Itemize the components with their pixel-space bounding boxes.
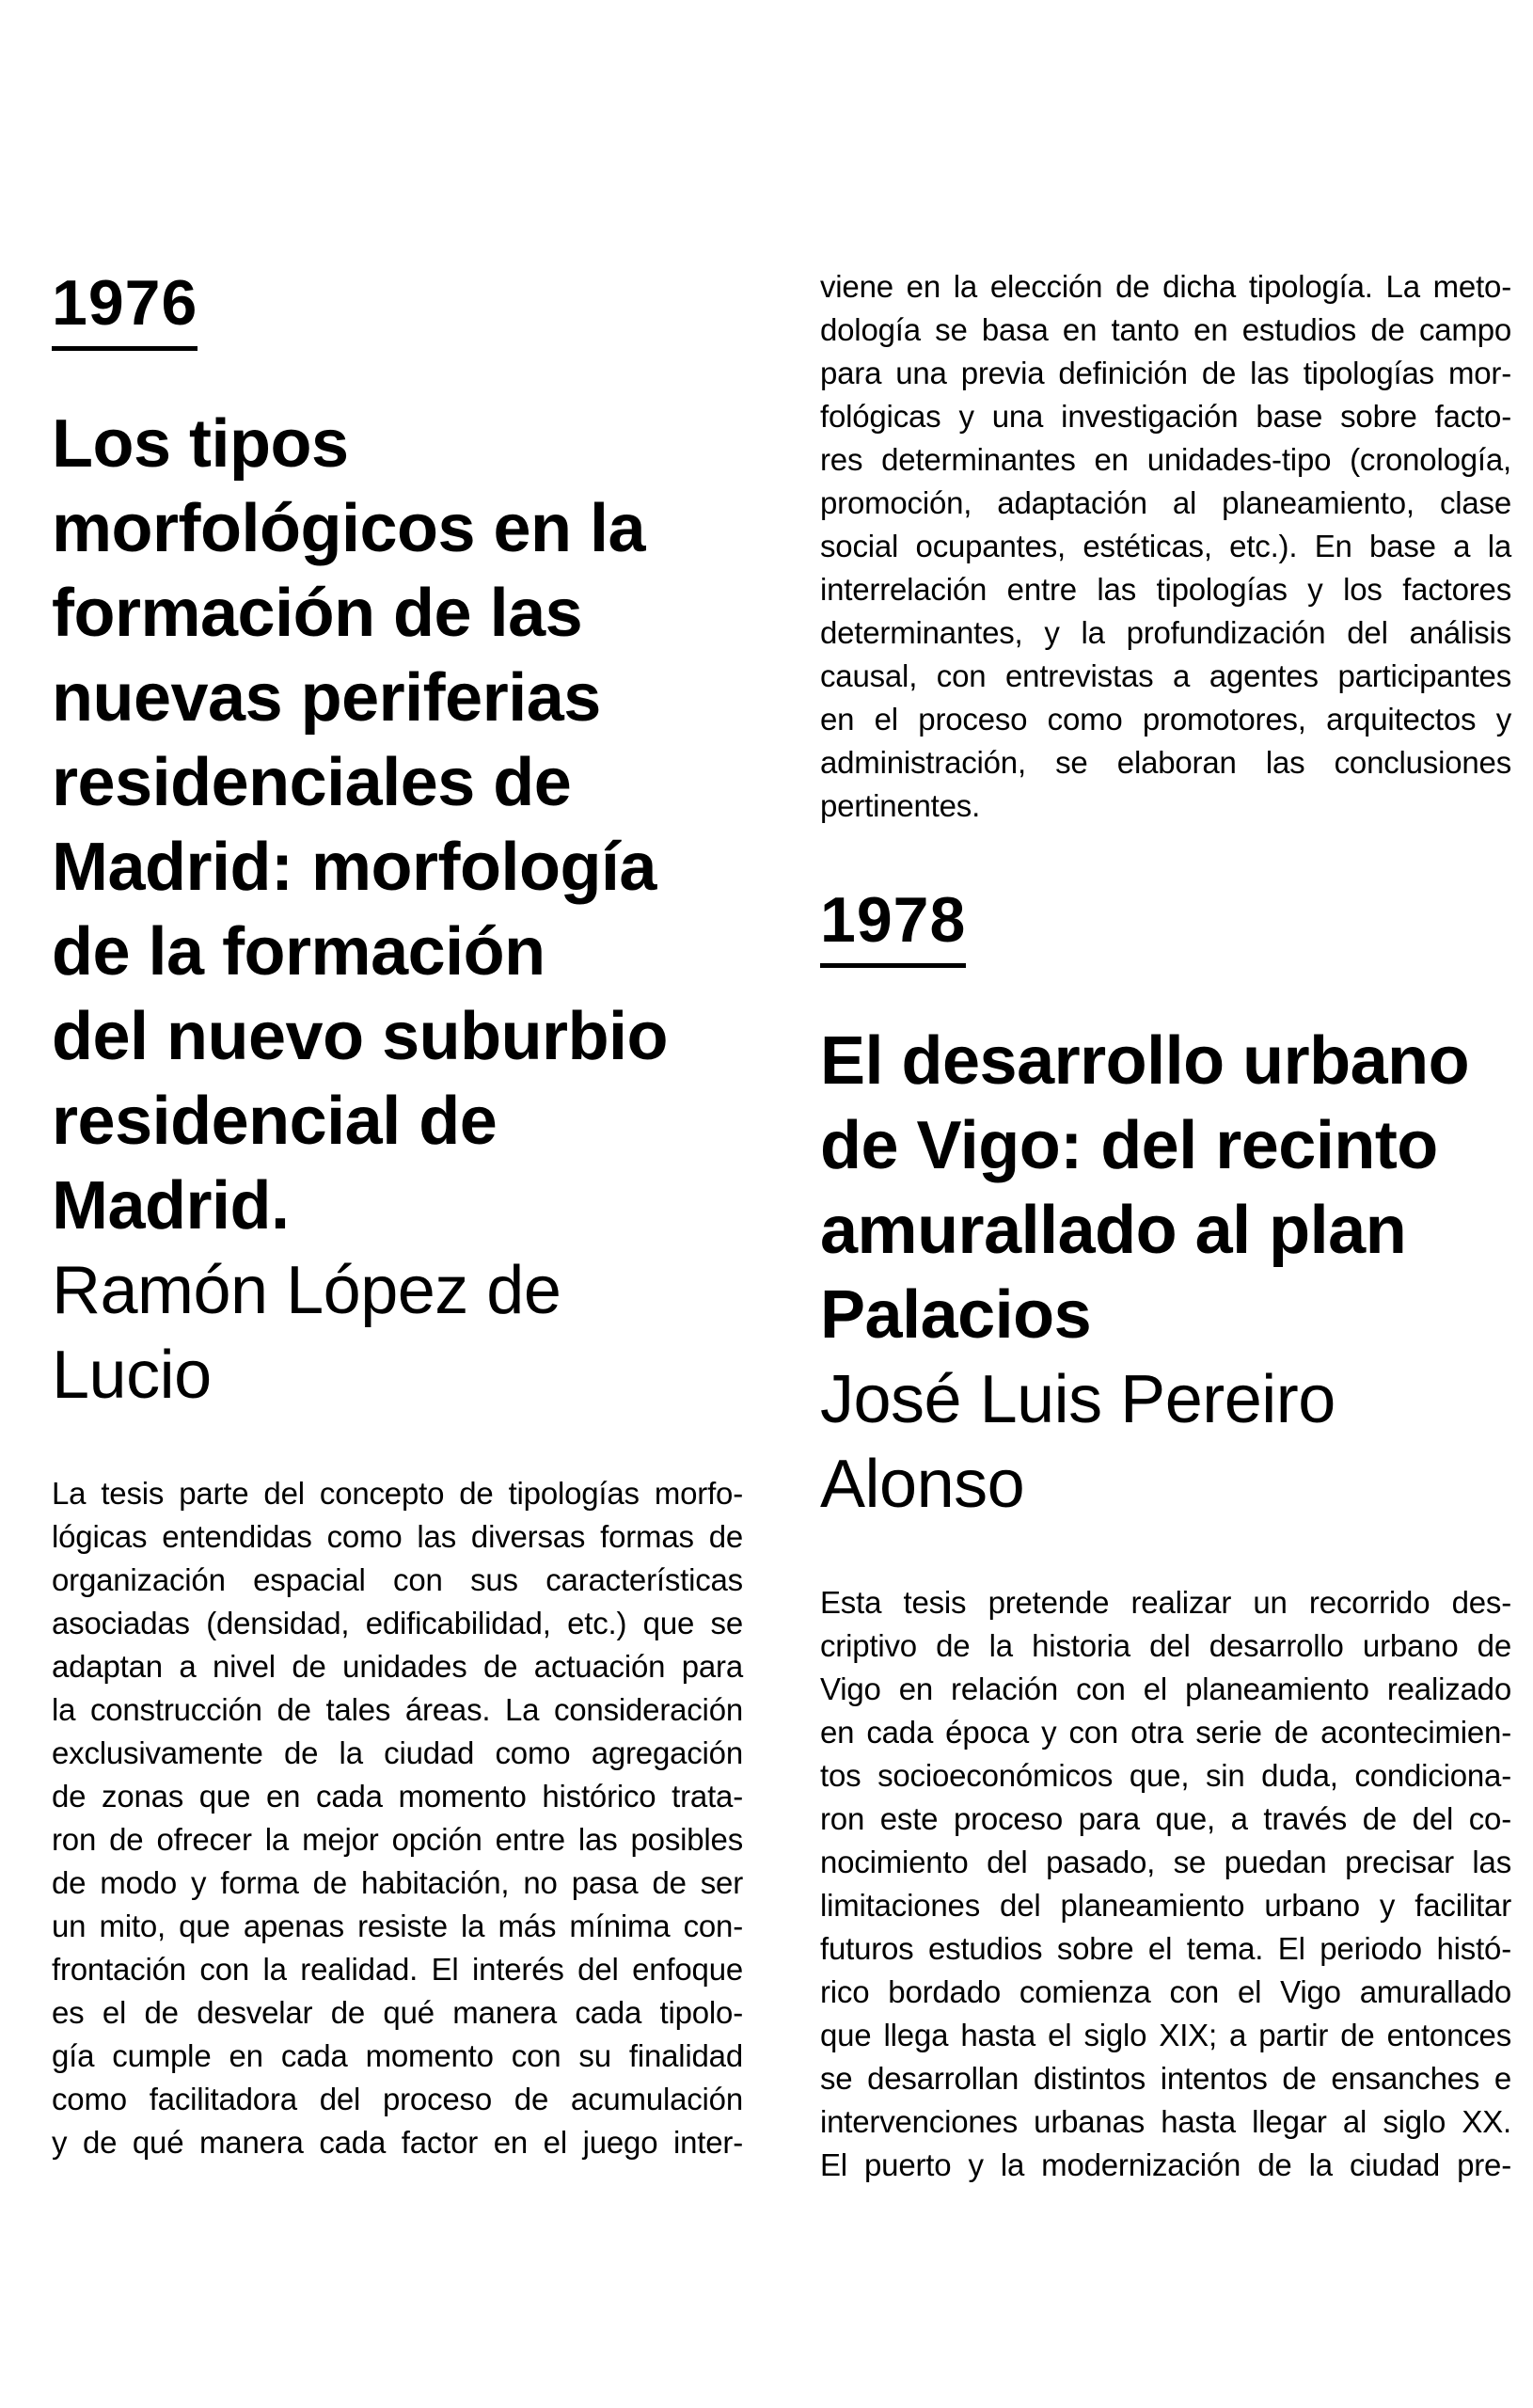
text-line: promoción, adaptación al planeamiento, clase (820, 485, 1511, 520)
thesis-author-1976 (52, 1248, 743, 1418)
year-heading-1976-wrap (52, 254, 743, 351)
text-line: formación de las (52, 576, 583, 651)
text-line: y de qué manera cada factor en el juego inter- (52, 2125, 743, 2160)
abstract-1976-part1 (52, 1472, 743, 2164)
text-line: interrelación entre las tipologías y los factores (820, 572, 1511, 607)
text-line: Madrid. (52, 1168, 290, 1244)
text-line: residenciales de (52, 745, 572, 820)
abstract-1978 (820, 1581, 1511, 2187)
text-line: Los tipos (52, 406, 349, 482)
text-line: criptivo de la historia del desarrollo urbano de (820, 1628, 1511, 1663)
text-line: la construcción de tales áreas. La consideración (52, 1692, 743, 1727)
text-line: nuevas periferias (52, 660, 601, 736)
text-line: exclusivamente de la ciudad como agregación (52, 1735, 743, 1770)
text-line: dología se basa en tanto en estudios de campo (820, 312, 1511, 347)
thesis-author-1978 (820, 1357, 1511, 1527)
text-line: res determinantes en unidades-tipo (cronología, (820, 442, 1511, 477)
text-line: morfológicos en la (52, 491, 646, 566)
text-line: El desarrollo urbano (820, 1023, 1470, 1099)
text-line: fológicas y una investigación base sobre facto- (820, 399, 1511, 434)
text-line: lógicas entendidas como las diversas formas de (52, 1519, 743, 1554)
text-line: limitaciones del planeamiento urbano y facilitar (820, 1888, 1511, 1923)
text-line: Vigo en relación con el planeamiento realizado (820, 1671, 1511, 1706)
text-line: gía cumple en cada momento con su finalidad (52, 2038, 743, 2073)
text-line: frontación con la realidad. El interés del enfoque (52, 1952, 743, 1987)
year-heading-1976: 1976 (52, 271, 198, 351)
text-line: asociadas (densidad, edificabilidad, etc.) que se (52, 1606, 743, 1640)
text-line: intervenciones urbanas hasta llegar al siglo XX. (820, 2104, 1511, 2139)
text-line: administración, se elaboran las conclusiones (820, 745, 1511, 780)
right-column (820, 254, 1511, 2187)
text-line: Alonso (820, 1447, 1025, 1522)
text-line: un mito, que apenas resiste la más mínima con- (52, 1909, 743, 1943)
text-line: Esta tesis pretende realizar un recorrido des- (820, 1585, 1511, 1620)
text-line: que llega hasta el siglo XIX; a partir de entonces (820, 2018, 1511, 2052)
abstract-1976-part2 (820, 265, 1511, 828)
year-heading-1978: 1978 (820, 888, 966, 968)
text-line: para una previa definición de las tipologías mor- (820, 356, 1511, 390)
text-line: se desarrollan distintos intentos de ensanches e (820, 2061, 1511, 2096)
text-line: del nuevo suburbio (52, 999, 669, 1074)
text-line: de Vigo: del recinto (820, 1108, 1438, 1183)
text-line: La tesis parte del concepto de tipologías morfo- (52, 1476, 743, 1511)
text-line: pertinentes. (820, 788, 981, 823)
text-line: Ramón López de (52, 1253, 561, 1328)
text-line: como facilitadora del proceso de acumulación (52, 2082, 743, 2116)
text-line: de zonas que en cada momento histórico trata- (52, 1779, 743, 1814)
text-line: adaptan a nivel de unidades de actuación para (52, 1649, 743, 1684)
thesis-title-1978 (820, 1019, 1511, 1357)
text-line: social ocupantes, estéticas, etc.). En base a la (820, 529, 1511, 563)
text-line: Lucio (52, 1338, 212, 1413)
text-line: de modo y forma de habitación, no pasa de ser (52, 1865, 743, 1900)
text-line: José Luis Pereiro (820, 1362, 1335, 1437)
text-line: nocimiento del pasado, se puedan precisar las (820, 1845, 1511, 1879)
text-line: organización espacial con sus características (52, 1562, 743, 1597)
text-line: en cada época y con otra serie de acontecimien- (820, 1715, 1511, 1750)
text-line: ron de ofrecer la mejor opción entre las posibles (52, 1822, 743, 1857)
text-line: rico bordado comienza con el Vigo amurallado (820, 1974, 1511, 2009)
text-line: tos socioeconómicos que, sin duda, condiciona- (820, 1758, 1511, 1793)
text-line: amurallado al plan (820, 1193, 1407, 1268)
text-line: residencial de (52, 1084, 498, 1159)
text-line: es el de desvelar de qué manera cada tipolo- (52, 1995, 743, 2030)
text-line: El puerto y la modernización de la ciudad pre- (820, 2147, 1511, 2182)
text-line: Madrid: morfología (52, 830, 656, 905)
text-line: de la formación (52, 914, 545, 990)
text-line: causal, con entrevistas a agentes participantes (820, 658, 1511, 693)
thesis-title-1976 (52, 402, 743, 1248)
text-line: ron este proceso para que, a través de del co- (820, 1801, 1511, 1836)
text-line: Palacios (820, 1277, 1092, 1353)
text-line: futuros estudios sobre el tema. El periodo histó- (820, 1931, 1511, 1966)
text-line: viene en la elección de dicha tipología. La meto- (820, 269, 1511, 304)
left-column (52, 254, 743, 2187)
text-line: en el proceso como promotores, arquitectos y (820, 702, 1511, 737)
text-line: determinantes, y la profundización del análisis (820, 615, 1511, 650)
year-heading-1978-wrap (820, 828, 1511, 968)
